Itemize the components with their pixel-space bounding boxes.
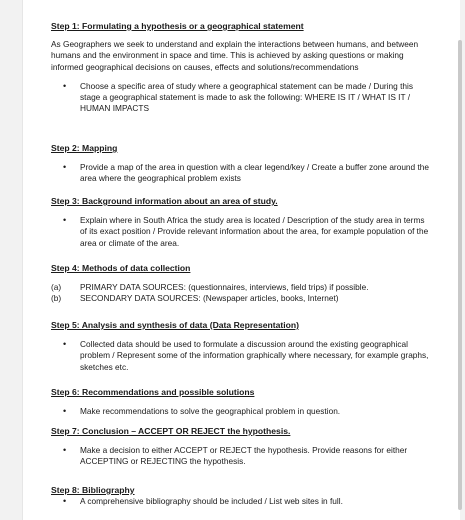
step-3-section [51, 196, 431, 249]
step-4-section [51, 263, 431, 305]
step-1-paragraph: As Geographers we seek to understand and explain the interactions between humans, and between humans and the environment in space and time. This is achieved by asking questions or making informed geographical decisions on causes, effects and solutions/recommendations [51, 39, 419, 72]
step-8-bullets [51, 496, 431, 507]
step-8-bullet: • A comprehensive bibliography should be included / List web sites in full. [51, 496, 431, 507]
step-3-heading: Step 3: Background information about an area of study. [51, 196, 278, 206]
step-1-bullet: • Choose a specific area of study where a geographical statement can be made / During this stage a geographical statement is made to ask the following: WHERE IS IT / WHAT IS IT / HUMAN IMPACTS [51, 81, 431, 115]
document-page [22, 0, 460, 520]
step-5-heading: Step 5: Analysis and synthesis of data (Data Representation) [51, 320, 300, 330]
step-5-section [51, 320, 431, 373]
step-7-bullet: • Make a decision to either ACCEPT or REJECT the hypothesis. Provide reasons for either ACCEPTING or REJECTING the hypothesis. [51, 445, 431, 467]
step-7-bullets [51, 445, 431, 467]
step-6-heading: Step 6: Recommendations and possible solutions [51, 387, 255, 397]
step-2-bullet: • Provide a map of the area in question with a clear legend/key / Create a buffer zone around the area where the geographical problem exists [51, 162, 431, 184]
step-5-bullets [51, 339, 431, 373]
step-5-bullet: • Collected data should be used to formulate a discussion around the existing geographical problem / Represent some of the information graphically where necessary, for example graphs, sketches etc. [51, 339, 431, 373]
step-6-section [51, 387, 431, 417]
list-item-text: PRIMARY DATA SOURCES: (questionnaires, interviews, field trips) if possible. [80, 282, 369, 293]
step-1-section [51, 21, 431, 114]
list-item-label: (b) [51, 293, 62, 304]
step-4-heading: Step 4: Methods of data collection [51, 263, 191, 273]
step-2-section [51, 143, 431, 185]
step-7-heading: Step 7: Conclusion – ACCEPT OR REJECT the hypothesis. [51, 426, 291, 436]
step-1-heading: Step 1: Formulating a hypothesis or a geographical statement [51, 21, 304, 31]
step-3-bullets [51, 215, 431, 249]
list-item [51, 293, 431, 304]
list-item [51, 282, 431, 293]
step-8-heading: Step 8: Bibliography [51, 485, 135, 495]
step-2-bullets [51, 162, 431, 184]
scrollbar[interactable] [458, 40, 462, 510]
list-item-text: SECONDARY DATA SOURCES: (Newspaper articles, books, Internet) [80, 293, 339, 304]
step-3-bullet: • Explain where in South Africa the study area is located / Description of the study area in terms of its exact position / Provide relevant information about the area, for example population of the area or climate of the area. [51, 215, 431, 249]
step-1-bullets [51, 81, 431, 115]
step-4-list [51, 282, 431, 304]
step-2-heading: Step 2: Mapping [51, 143, 118, 153]
list-item-label: (a) [51, 282, 62, 293]
step-6-bullets [51, 406, 431, 417]
step-7-section [51, 426, 431, 468]
step-6-bullet: • Make recommendations to solve the geographical problem in question. [51, 406, 431, 417]
step-8-section [51, 485, 431, 507]
